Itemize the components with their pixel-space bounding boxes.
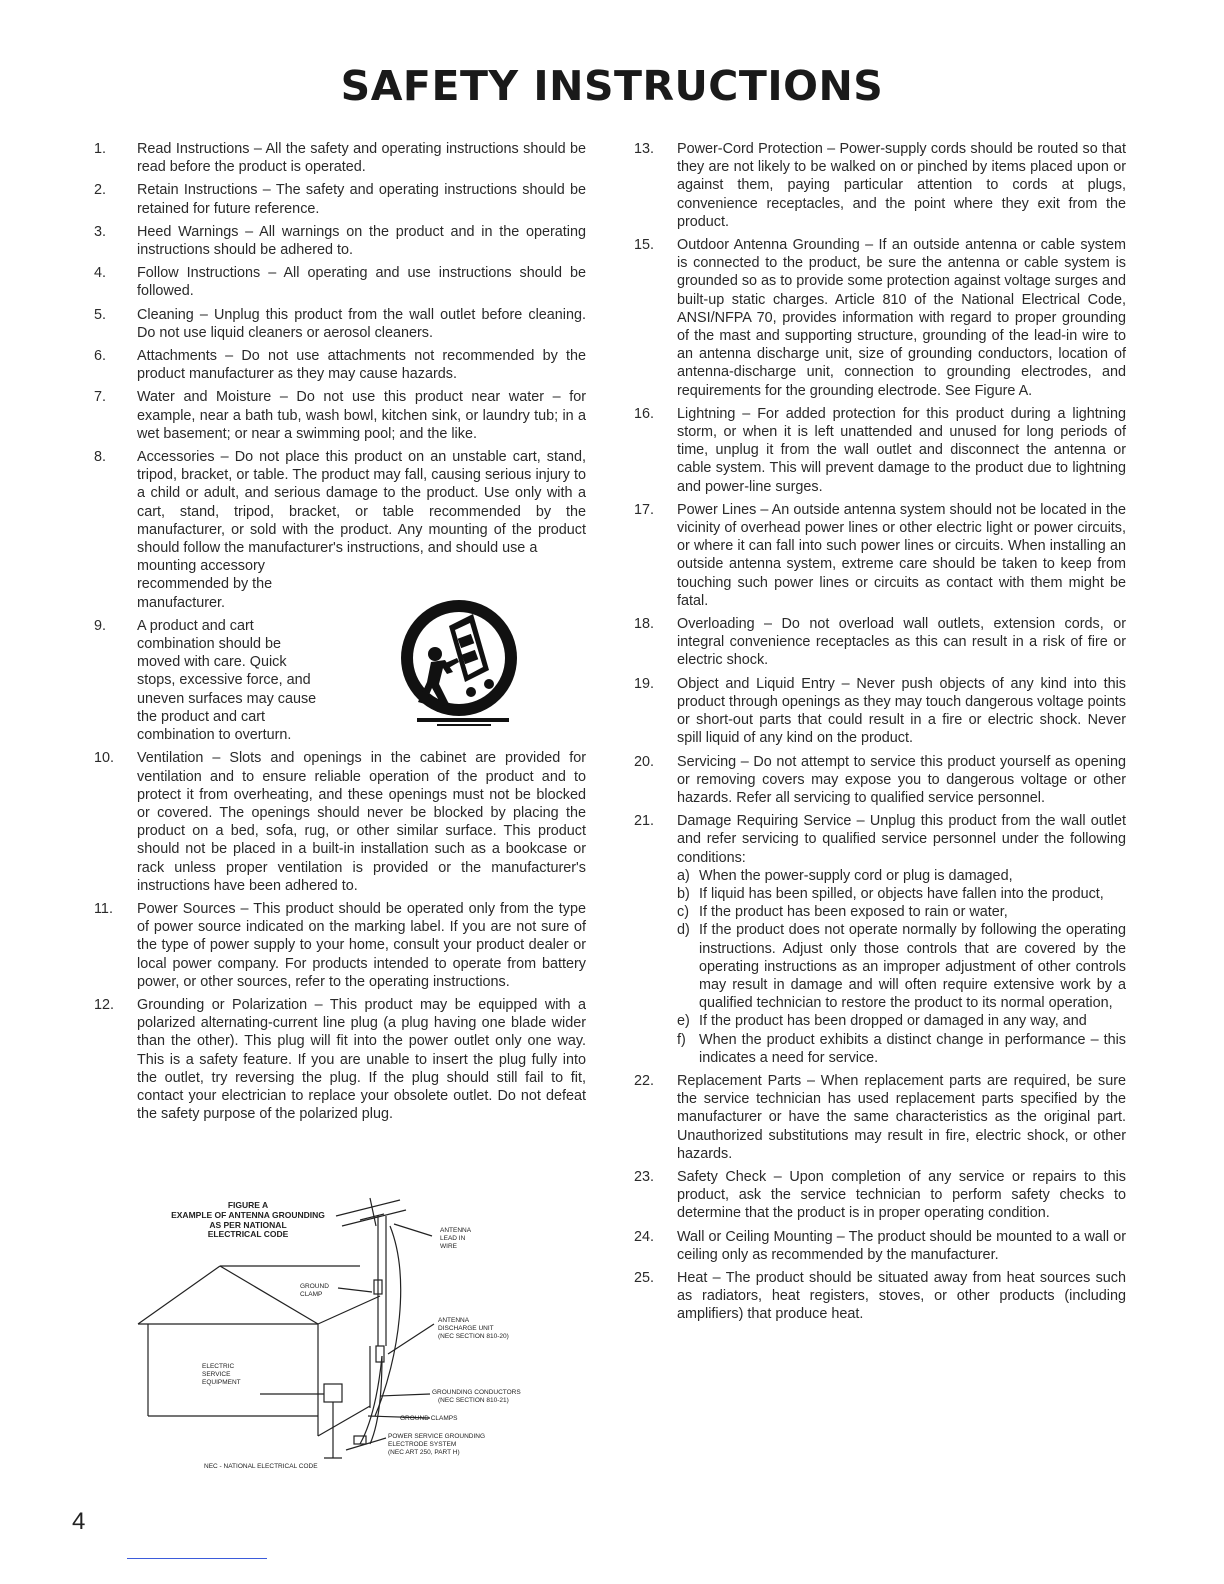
- sub-text: When the product exhibits a distinct change in performance – this indicates a need for service.: [699, 1031, 1126, 1066]
- item-text: Power Sources – This product should be operated only from the type of power source indicated on the marking label. If you are not sure of the type of power supply to your home, consult your product dealer or local power company. For products intended to operate from battery power, or other sources, refer to the operating instructions.: [137, 900, 586, 990]
- item-text: Lightning – For added protection for this product during a lightning storm, or when it is left unattended and unused for long periods of time, unplug it from the wall outlet and disconnect the antenna or cable system. This will prevent damage to the product due to lightning and power-line surges.: [677, 405, 1126, 495]
- item-number: 1.: [94, 141, 107, 157]
- item-text: Follow Instructions – All operating and use instructions should be followed.: [137, 265, 586, 300]
- item-text: Object and Liquid Entry – Never push objects of any kind into this product through openings as they may touch dangerous voltage points or short-out parts that could result in a fire or electric shock. Never spill liquid of any kind on the product.: [677, 675, 1126, 747]
- item-text: Servicing – Do not attempt to service this product yourself as opening or removing covers may expose you to dangerous voltage or other hazards. Refer all servicing to qualified service personnel.: [677, 753, 1126, 806]
- sub-text: If liquid has been spilled, or objects have fallen into the product,: [699, 885, 1104, 902]
- item-number: 16.: [634, 405, 655, 422]
- instruction-item-10: [94, 749, 586, 895]
- sub-text: When the power-supply cord or plug is damaged,: [699, 867, 1013, 884]
- label-electric-service: ELECTRIC: [202, 1363, 235, 1370]
- condition-d: [677, 921, 1126, 1012]
- figure-footnote: NEC - NATIONAL ELECTRICAL CODE: [204, 1463, 318, 1470]
- label-power-service: ELECTRODE SYSTEM: [388, 1441, 457, 1448]
- figure-subtitle: ELECTRICAL CODE: [207, 1229, 289, 1239]
- instruction-item-2: [94, 181, 586, 217]
- instruction-item-6: [94, 347, 586, 383]
- instruction-item-13: [634, 140, 1126, 231]
- label-grounding-conductors: (NEC SECTION 810-21): [438, 1397, 509, 1404]
- instruction-item-20: [634, 753, 1126, 808]
- item-number: 25.: [634, 1269, 655, 1286]
- item-text: Accessories – Do not place this product on an unstable cart, stand, tripod, bracket, or table. The product may fall, causing serious injury to a child or adult, and serious damage to the product. Use only with a cart, stand, tripod, bracket, or table recommended by the manufacturer, or sold with the product. Any mounting of the product should follow the manufacturer's instructions, and should use a: [137, 449, 586, 557]
- item-number: 20.: [634, 753, 655, 770]
- figure-subtitle: AS PER NATIONAL: [209, 1220, 287, 1230]
- item-number: 22.: [634, 1072, 655, 1089]
- sub-label: a): [677, 867, 690, 884]
- item-text: Power Lines – An outside antenna system should not be located in the vicinity of overhead power lines or other electric light or power circuits, or where it can fall into such power lines or circuits. When installing an outside antenna system, extreme care should be taken to keep from touching such power lines or circuits as contact with them might be fatal.: [677, 501, 1126, 609]
- instruction-item-19: [634, 675, 1126, 748]
- item-text: Heat – The product should be situated away from heat sources such as radiators, heat registers, stoves, or other products (including amplifiers) that produce heat.: [677, 1269, 1126, 1323]
- sub-text: If the product has been exposed to rain or water,: [699, 904, 1008, 921]
- instruction-item-23: [634, 1168, 1126, 1223]
- item-text: Damage Requiring Service – Unplug this product from the wall outlet and refer servicing to qualified service personnel under the following conditions:: [677, 813, 1126, 866]
- sub-label: c): [677, 904, 689, 921]
- condition-c: [677, 903, 1126, 921]
- label-ground-clamp: CLAMP: [300, 1291, 323, 1298]
- label-discharge-unit: (NEC SECTION 810-20): [438, 1333, 509, 1340]
- label-electric-service: SERVICE: [202, 1371, 231, 1378]
- instruction-item-21: [634, 812, 1126, 1067]
- item-text: Retain Instructions – The safety and operating instructions should be retained for future reference.: [137, 182, 586, 217]
- item-number: 10.: [94, 750, 115, 767]
- instruction-item-16: [634, 405, 1126, 496]
- label-electric-service: EQUIPMENT: [202, 1379, 241, 1386]
- sub-label: d): [677, 922, 690, 939]
- item-text-narrow: mounting accessory recommended by the manufacturer.: [137, 558, 273, 611]
- label-antenna-lead: WIRE: [440, 1243, 457, 1250]
- item-number: 3.: [94, 223, 107, 240]
- label-discharge-unit: ANTENNA: [438, 1317, 470, 1324]
- page-title: SAFETY INSTRUCTIONS: [340, 62, 884, 110]
- condition-f: [677, 1031, 1126, 1067]
- label-grounding-conductors: GROUNDING CONDUCTORS: [432, 1389, 521, 1396]
- figure-title: FIGURE A: [227, 1200, 269, 1210]
- label-ground-clamp: GROUND: [300, 1283, 329, 1290]
- item-text: Replacement Parts – When replacement parts are required, be sure the service technician has used replacement parts specified by the manufacturer or have the same characteristics as the original part. Unauthorized substitutions may result in fire, electric shock, or other hazards.: [677, 1072, 1126, 1162]
- instruction-item-25: [634, 1269, 1126, 1324]
- item-number: 9.: [94, 617, 107, 634]
- item-number: 6.: [94, 348, 107, 365]
- sub-text: If the product does not operate normally by following the operating instructions. Adjust only those controls that are covered by the operating instructions as an improper adjustment of other controls may result in damage and will often require extensive work by a qualified technician to restore the product to its normal operation,: [699, 922, 1126, 1012]
- item-text: Ventilation – Slots and openings in the cabinet are provided for ventilation and to ensure reliable operation of the product and to protect it from overheating, and these openings must not be blocked or covered. The openings should never be blocked by placing the product on a bed, sofa, rug, or other similar surface. This product should not be placed in a built-in installation such as a bookcase or rack unless proper ventilation is provided or the manufacturer's instructions have been adhered to.: [137, 750, 586, 894]
- item-text: Read Instructions – All the safety and operating instructions should be read before the product is operated.: [137, 141, 586, 176]
- instruction-item-15: [634, 236, 1126, 400]
- right-column: [634, 140, 1126, 1329]
- instruction-item-12: [94, 996, 586, 1123]
- item-text: Outdoor Antenna Grounding – If an outside antenna or cable system is connected to the product, be sure the antenna or cable system is grounded so as to provide some protection against voltage surges and built-up static charges. Article 810 of the National Electrical Code, ANSI/NFPA 70, provides information with regard to proper grounding of the mast and supporting structure, grounding of the lead-in wire to an antenna discharge unit, size of grounding conductors, location of antenna-discharge unit, connection to grounding electrodes, and requirements for the grounding electrode. See Figure A.: [677, 237, 1126, 399]
- item-number: 21.: [634, 813, 655, 830]
- item-number: 15.: [634, 237, 655, 254]
- label-power-service: POWER SERVICE GROUNDING: [388, 1433, 486, 1440]
- item-text: Safety Check – Upon completion of any service or repairs to this product, ask the service technician to perform safety checks to determine that the product is in proper operating condition.: [677, 1168, 1126, 1222]
- item-number: 4.: [94, 265, 107, 282]
- item-number: 19.: [634, 675, 655, 692]
- item-number: 11.: [94, 900, 113, 917]
- item-text: Water and Moisture – Do not use this product near water – for example, near a bath tub, wash bowl, kitchen sink, or laundry tub; in a wet basement; or near a swimming pool; and the like.: [137, 389, 586, 442]
- item-number: 7.: [94, 389, 107, 406]
- item-number: 2.: [94, 182, 107, 199]
- page-number: 4: [72, 1508, 86, 1535]
- sub-label: e): [677, 1013, 690, 1030]
- instruction-item-11: [94, 900, 586, 991]
- label-antenna-lead: LEAD IN: [440, 1235, 466, 1242]
- cart-warning-icon: [397, 596, 521, 730]
- item-number: 12.: [94, 996, 115, 1013]
- item-text: Overloading – Do not overload wall outlets, extension cords, or integral convenience receptacles as this can result in a risk of fire or electric shock.: [677, 616, 1126, 669]
- condition-e: [677, 1012, 1126, 1030]
- item-number: 23.: [634, 1168, 655, 1185]
- instruction-item-7: [94, 388, 586, 443]
- instruction-item-17: [634, 501, 1126, 610]
- antenna-grounding-figure: [120, 1196, 550, 1482]
- item-text: Power-Cord Protection – Power-supply cords should be routed so that they are not likely to be walked on or pinched by items placed upon or against them, paying particular attention to cords at plugs, convenience receptacles, and the point where they exit from the product.: [677, 141, 1126, 230]
- instruction-item-22: [634, 1072, 1126, 1163]
- instruction-item-4: [94, 264, 586, 300]
- sub-text: If the product has been dropped or damaged in any way, and: [699, 1013, 1087, 1030]
- condition-a: [677, 867, 1126, 885]
- instruction-item-24: [634, 1228, 1126, 1264]
- sub-label: b): [677, 885, 690, 902]
- item-text: Attachments – Do not use attachments not recommended by the product manufacturer as they may cause hazards.: [137, 348, 586, 383]
- instruction-item-18: [634, 615, 1126, 670]
- figure-subtitle: EXAMPLE OF ANTENNA GROUNDING: [171, 1210, 325, 1220]
- sub-label: f): [677, 1031, 686, 1048]
- item-text: A product and cart combination should be moved with care. Quick stops, excessive force, and uneven surfaces may cause the product and cart combination to overturn.: [137, 617, 317, 744]
- label-discharge-unit: DISCHARGE UNIT: [438, 1325, 494, 1332]
- item-number: 5.: [94, 306, 107, 323]
- instruction-item-1: [94, 140, 586, 176]
- item-number: 8.: [94, 449, 107, 466]
- label-ground-clamps: GROUND CLAMPS: [400, 1415, 458, 1422]
- footer-divider: [127, 1558, 267, 1559]
- instruction-item-8: [94, 448, 586, 612]
- item-text: Cleaning – Unplug this product from the wall outlet before cleaning. Do not use liquid cleaners or aerosol cleaners.: [137, 306, 586, 341]
- item-text: Heed Warnings – All warnings on the product and in the operating instructions should be adhered to.: [137, 223, 586, 259]
- instruction-item-3: [94, 223, 586, 259]
- item-text: Wall or Ceiling Mounting – The product should be mounted to a wall or ceiling only as recommended by the manufacturer.: [677, 1228, 1126, 1263]
- label-power-service: (NEC ART 250, PART H): [388, 1449, 460, 1456]
- item-number: 18.: [634, 616, 655, 633]
- condition-b: [677, 885, 1126, 903]
- item-number: 13.: [634, 141, 655, 157]
- item-number: 17.: [634, 501, 655, 518]
- instruction-item-5: [94, 306, 586, 342]
- item-text: Grounding or Polarization – This product may be equipped with a polarized alternating-current line plug (a plug having one blade wider than the other). This plug will fit into the power outlet only one way. This is a safety feature. If you are unable to insert the plug fully into the outlet, try reversing the plug. If the plug should still fail to fit, contact your electrician to replace your obsolete outlet. Do not defeat the safety purpose of the polarized plug.: [137, 996, 586, 1123]
- item-number: 24.: [634, 1228, 655, 1245]
- label-antenna-lead: ANTENNA: [440, 1227, 472, 1234]
